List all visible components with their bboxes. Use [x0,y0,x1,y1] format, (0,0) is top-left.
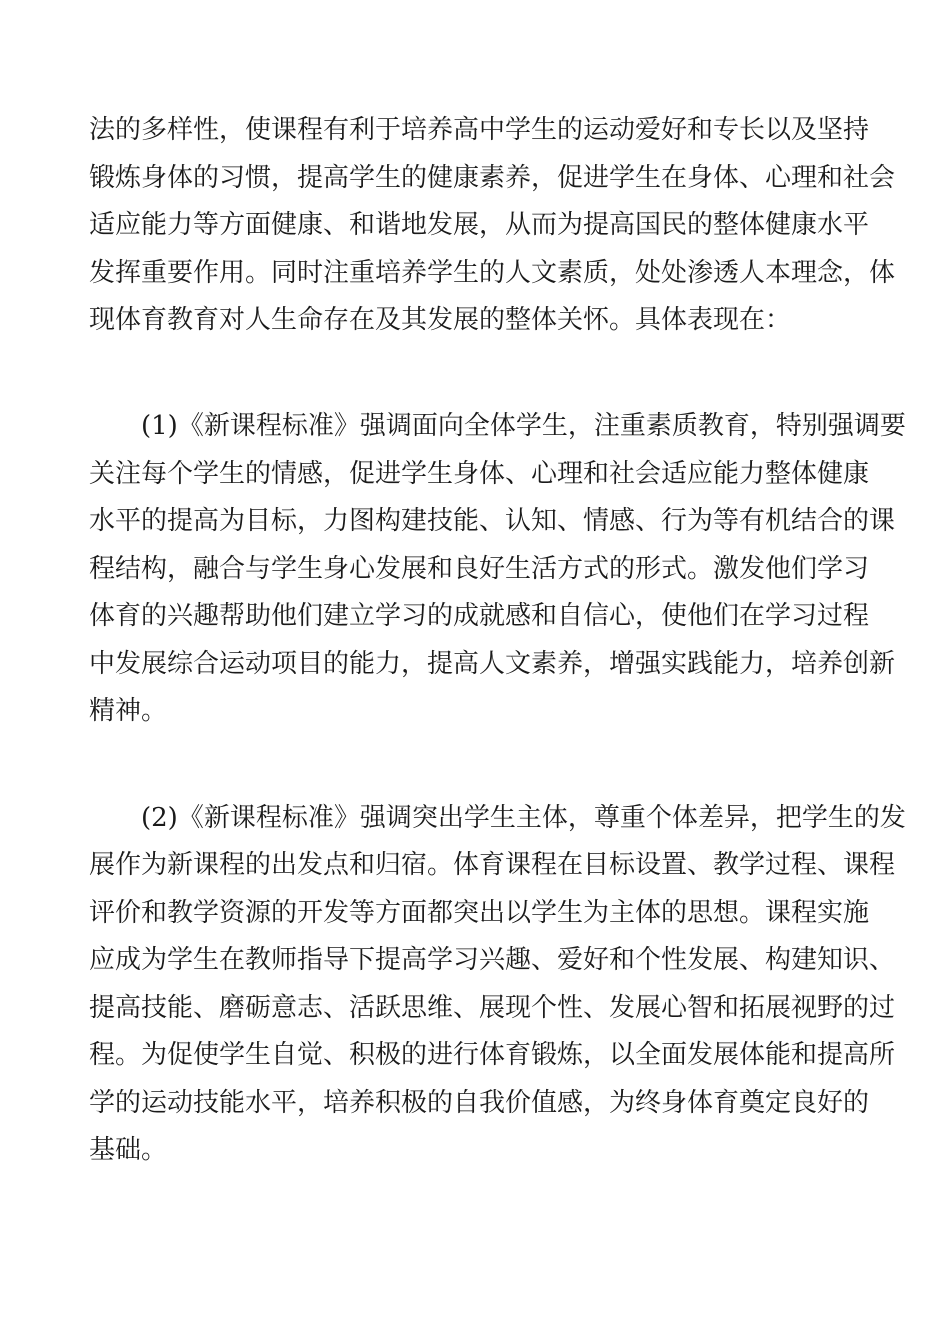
paragraph-line: 精神。 [89,696,168,726]
paragraph-line: 提高技能、磨砺意志、活跃思维、展现个性、发展心智和拓展视野的过 [89,993,896,1023]
paragraph-line: 学的运动技能水平，培养积极的自我价值感，为终身体育奠定良好的 [89,1088,870,1118]
paragraph-line: 关注每个学生的情感，促进学生身体、心理和社会适应能力整体健康 [89,459,870,489]
paragraph-line: (2)《新课程标准》强调突出学生主体，尊重个体差异，把学生的发 [141,803,906,833]
paragraph-line: 现体育教育对人生命存在及其发展的整体关怀。具体表现在： [89,305,792,335]
paragraph-line: 程结构，融合与学生身心发展和良好生活方式的形式。激发他们学习 [89,554,870,584]
paragraph-line: 体育的兴趣帮助他们建立学习的成就感和自信心，使他们在学习过程 [89,601,870,631]
paragraph-line: 展作为新课程的出发点和归宿。体育课程在目标设置、教学过程、课程 [89,850,896,880]
paragraph-line: 法的多样性，使课程有利于培养高中学生的运动爱好和专长以及坚持 [89,115,870,145]
paragraph-line: 中发展综合运动项目的能力，提高人文素养，增强实践能力，培养创新 [89,649,896,679]
paragraph-line: 基础。 [89,1135,168,1165]
paragraph-line: 发挥重要作用。同时注重培养学生的人文素质，处处渗透人本理念，体 [89,258,896,288]
paragraph-line: 水平的提高为目标，力图构建技能、认知、情感、行为等有机结合的课 [89,506,896,536]
paragraph-line: 评价和教学资源的开发等方面都突出以学生为主体的思想。课程实施 [89,898,870,928]
paragraph-line: 锻炼身体的习惯，提高学生的健康素养，促进学生在身体、心理和社会 [89,163,896,193]
paragraph-line: 应成为学生在教师指导下提高学习兴趣、爱好和个性发展、构建知识、 [89,945,896,975]
paragraph-line: 程。为促使学生自觉、积极的进行体育锻炼，以全面发展体能和提高所 [89,1040,896,1070]
paragraph-line: 适应能力等方面健康、和谐地发展，从而为提高国民的整体健康水平 [89,210,870,240]
paragraph-line: (1)《新课程标准》强调面向全体学生，注重素质教育，特别强调要 [141,411,906,441]
